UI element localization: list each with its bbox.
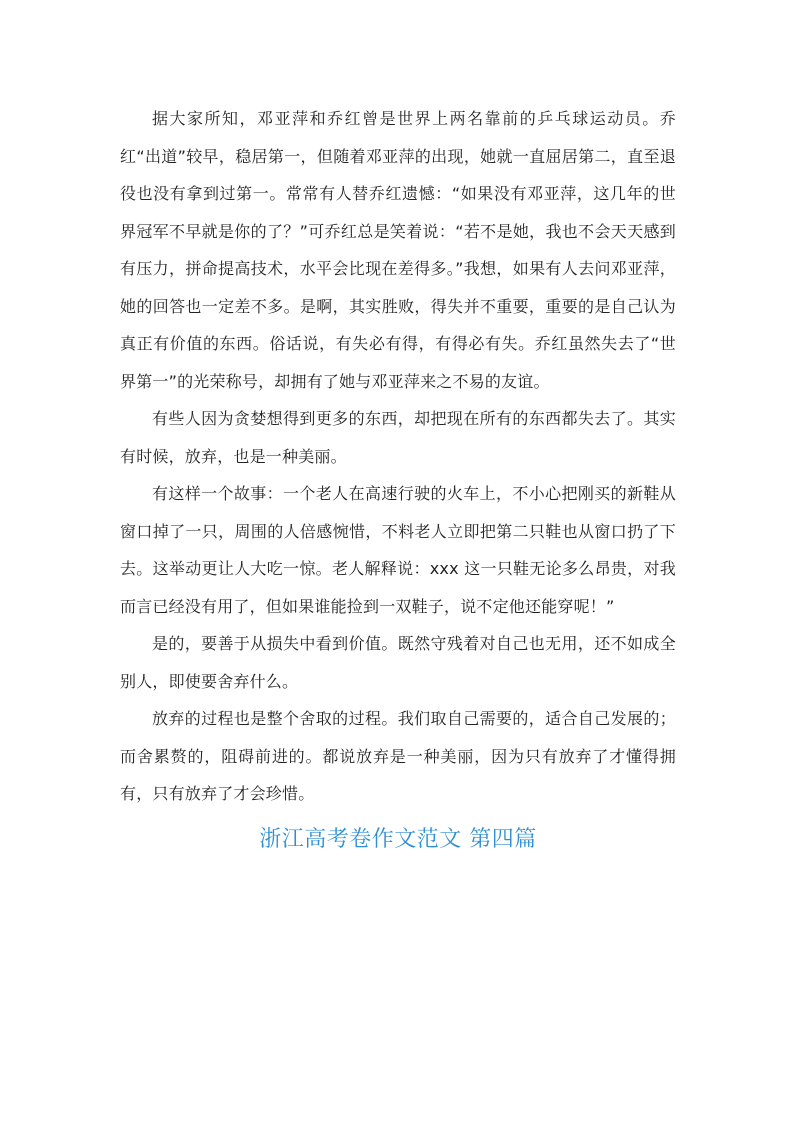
paragraph-1: 据大家所知，邓亚萍和乔红曾是世界上两名靠前的乒乓球运动员。乔红“出道”较早，稳居第一，但随着邓亚萍的出现，她就一直屈居第二，直至退役也没有拿到过第一。常常有人替乔红遗憾：“如果没有邓亚萍，这几年的世界冠军不早就是你的了？”可乔红总是笑着说：“若不是她，我也不会天天感到有压力，拼命提高技术，水平会比现在差得多。”我想，如果有人去问邓亚萍，她的回答也一定差不多。是啊，其实胜败，得失并不重要，重要的是自己认为真正有价值的东西。俗话说，有失必有得，有得必有失。乔红虽然失去了“世界第一”的光荣称号，却拥有了她与邓亚萍来之不易的友谊。 [120,109,676,391]
paragraph-4: 是的，要善于从损失中看到价值。既然守残着对自己也无用，还不如成全别人，即使要舍弃什么。 [120,634,676,691]
paragraph-5: 放弃的过程也是整个舍取的过程。我们取自己需要的，适合自己发展的；而舍累赘的，阻碍前进的。都说放弃是一种美丽，因为只有放弃了才懂得拥有，只有放弃了才会珍惜。 [120,709,676,803]
paragraph-2: 有些人因为贪婪想得到更多的东西，却把现在所有的东西都失去了。其实有时候，放弃，也是一种美丽。 [120,409,676,466]
paragraph-3: 有这样一个故事：一个老人在高速行驶的火车上，不小心把刚买的新鞋从窗口掉了一只，周围的人倍感惋惜，不料老人立即把第二只鞋也从窗口扔了下去。这举动更让人大吃一惊。老人解释说：xxx 这一只鞋无论多么昂贵，对我而言已经没有用了，但如果谁能捡到一双鞋子，说不定他还能穿呢！” [120,484,676,616]
section-heading: 浙江高考卷作文范文 第四篇 [259,826,537,852]
